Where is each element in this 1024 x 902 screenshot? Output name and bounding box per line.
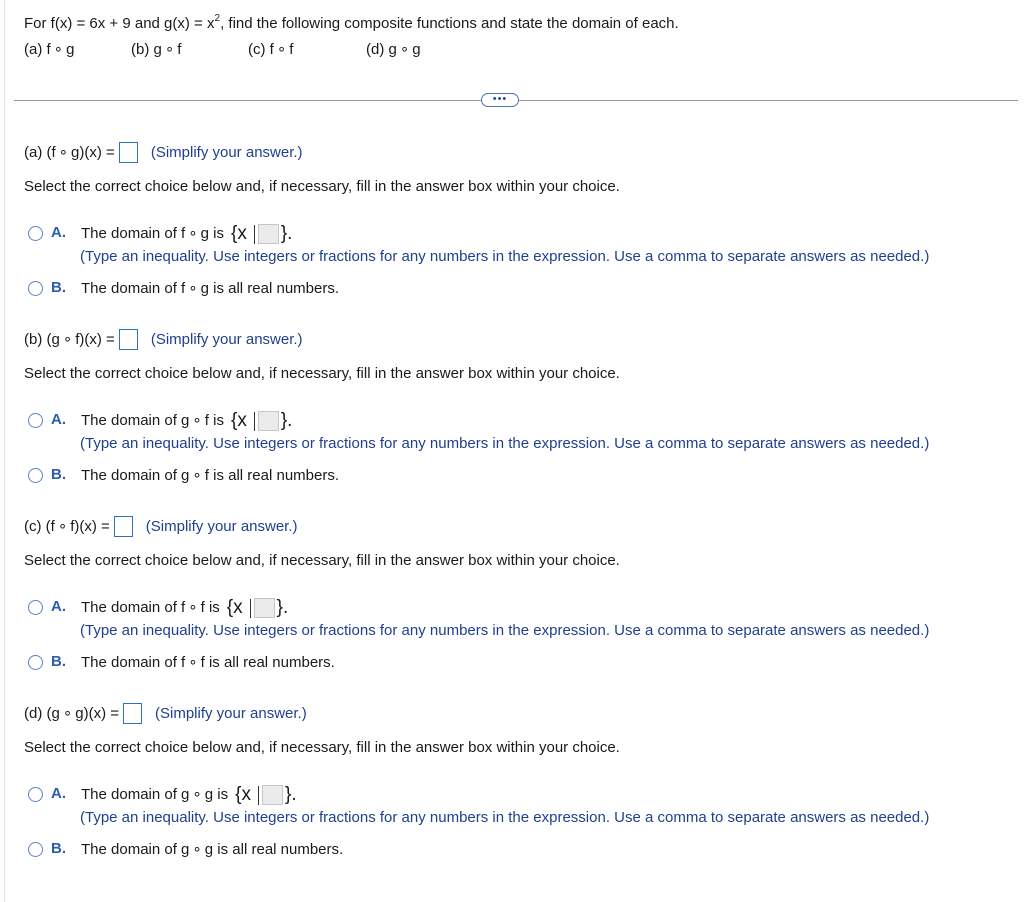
- choice-a: [24, 785, 1014, 829]
- choice-a-radio[interactable]: [28, 600, 43, 615]
- set-open: {x: [226, 597, 243, 618]
- answer-input[interactable]: [119, 329, 138, 350]
- set-builder: [225, 598, 290, 618]
- choice-a-letter: A.: [51, 598, 66, 615]
- more-options-button[interactable]: •••: [481, 93, 519, 107]
- choice-b-radio[interactable]: [28, 842, 43, 857]
- problem-text-end: , find the following composite functions and state the domain of each.: [220, 15, 679, 32]
- choice-a-hint: (Type an inequality. Use integers or fractions for any numbers in the expression. Use a comma to separate answers as needed.): [80, 809, 930, 826]
- simplify-hint: (Simplify your answer.): [150, 330, 303, 348]
- part-b-label: (b) g ∘ f: [131, 41, 182, 58]
- expression-label: (c) (f ∘ f)(x) =: [24, 518, 110, 535]
- set-builder: [229, 411, 294, 431]
- choice-b-letter: B.: [51, 279, 66, 296]
- choice-a: [24, 598, 1014, 642]
- question-c: [24, 514, 1014, 677]
- domain-input[interactable]: [262, 785, 283, 805]
- simplify-hint: (Simplify your answer.): [155, 704, 307, 722]
- expression-row: [24, 701, 1014, 725]
- set-bar: [250, 599, 251, 618]
- choice-a-text: The domain of g ∘ f is: [81, 412, 224, 429]
- set-bar: [254, 412, 255, 431]
- domain-input[interactable]: [258, 411, 279, 431]
- choice-a-letter: A.: [51, 411, 66, 428]
- expression-row: [24, 514, 1014, 538]
- choice-b-text: The domain of g ∘ f is all real numbers.: [81, 467, 340, 484]
- instruction-text: Select the correct choice below and, if necessary, fill in the answer box within your choice.: [24, 365, 620, 382]
- set-builder: [233, 785, 298, 805]
- problem-text-start: For f(x) = 6x + 9 and g(x) = x: [24, 15, 215, 32]
- left-border: [4, 0, 5, 902]
- expression-label: (b) (g ∘ f)(x) =: [24, 331, 115, 348]
- set-open: {x: [235, 784, 251, 805]
- choice-a-radio[interactable]: [28, 787, 43, 802]
- instruction-text: Select the correct choice below and, if necessary, fill in the answer box within your choice.: [24, 739, 620, 756]
- instruction-text: Select the correct choice below and, if necessary, fill in the answer box within your choice.: [24, 552, 620, 569]
- choice-b-text: The domain of f ∘ f is all real numbers.: [81, 654, 335, 671]
- problem-text: [24, 14, 679, 34]
- choice-b-letter: B.: [51, 466, 66, 483]
- domain-input[interactable]: [258, 224, 279, 244]
- answer-input[interactable]: [119, 142, 138, 163]
- set-open: {x: [230, 410, 247, 431]
- set-close: }.: [285, 784, 297, 805]
- choice-b-text: The domain of f ∘ g is all real numbers.: [81, 280, 340, 297]
- choice-b-radio[interactable]: [28, 468, 43, 483]
- part-c-label: (c) f ∘ f: [248, 41, 294, 58]
- answer-input[interactable]: [114, 516, 133, 537]
- set-bar: [258, 786, 259, 805]
- choice-a-radio[interactable]: [28, 413, 43, 428]
- question-d: [24, 701, 1014, 864]
- choice-b-radio[interactable]: [28, 281, 43, 296]
- choice-a-text: The domain of g ∘ g is: [81, 786, 229, 803]
- choice-a: [24, 411, 1014, 455]
- choice-a-letter: A.: [51, 785, 66, 802]
- set-open: {x: [230, 223, 247, 244]
- expression-label: (d) (g ∘ g)(x) =: [24, 705, 119, 722]
- choice-a-text: The domain of f ∘ f is: [81, 599, 220, 616]
- part-a-label: (a) f ∘ g: [24, 41, 75, 58]
- choice-b: [24, 840, 1014, 864]
- question-b: [24, 327, 1014, 490]
- set-close: }.: [276, 597, 289, 618]
- set-bar: [254, 225, 255, 244]
- choice-a-hint: (Type an inequality. Use integers or fractions for any numbers in the expression. Use a comma to separate answers as needed.): [80, 622, 930, 639]
- choice-b-letter: B.: [51, 653, 66, 670]
- choice-b-radio[interactable]: [28, 655, 43, 670]
- set-builder: [229, 224, 294, 244]
- question-a: [24, 140, 1014, 303]
- choice-a-hint: (Type an inequality. Use integers or fractions for any numbers in the expression. Use a comma to separate answers as needed.): [80, 435, 930, 452]
- choice-a-letter: A.: [51, 224, 66, 241]
- choice-a-hint: (Type an inequality. Use integers or fractions for any numbers in the expression. Use a comma to separate answers as needed.): [80, 248, 930, 265]
- problem-statement: [24, 14, 679, 62]
- exponent: 2: [214, 13, 221, 24]
- choice-b: [24, 466, 1014, 490]
- choice-b: [24, 279, 1014, 303]
- expression-row: [24, 140, 1014, 164]
- expression-label: (a) (f ∘ g)(x) =: [24, 144, 115, 161]
- part-d-label: (d) g ∘ g: [366, 41, 421, 58]
- domain-input[interactable]: [254, 598, 275, 618]
- choice-b: [24, 653, 1014, 677]
- expression-row: [24, 327, 1014, 351]
- choice-a: [24, 224, 1014, 268]
- simplify-hint: (Simplify your answer.): [150, 143, 303, 161]
- choice-b-text: The domain of g ∘ g is all real numbers.: [81, 841, 344, 858]
- instruction-text: Select the correct choice below and, if necessary, fill in the answer box within your choice.: [24, 178, 620, 195]
- set-close: }.: [280, 410, 293, 431]
- choice-b-letter: B.: [51, 840, 66, 857]
- simplify-hint: (Simplify your answer.): [145, 517, 298, 535]
- parts-list: [24, 40, 679, 62]
- choice-a-radio[interactable]: [28, 226, 43, 241]
- choice-a-text: The domain of f ∘ g is: [81, 225, 224, 242]
- answer-input[interactable]: [123, 703, 142, 724]
- set-close: }.: [280, 223, 293, 244]
